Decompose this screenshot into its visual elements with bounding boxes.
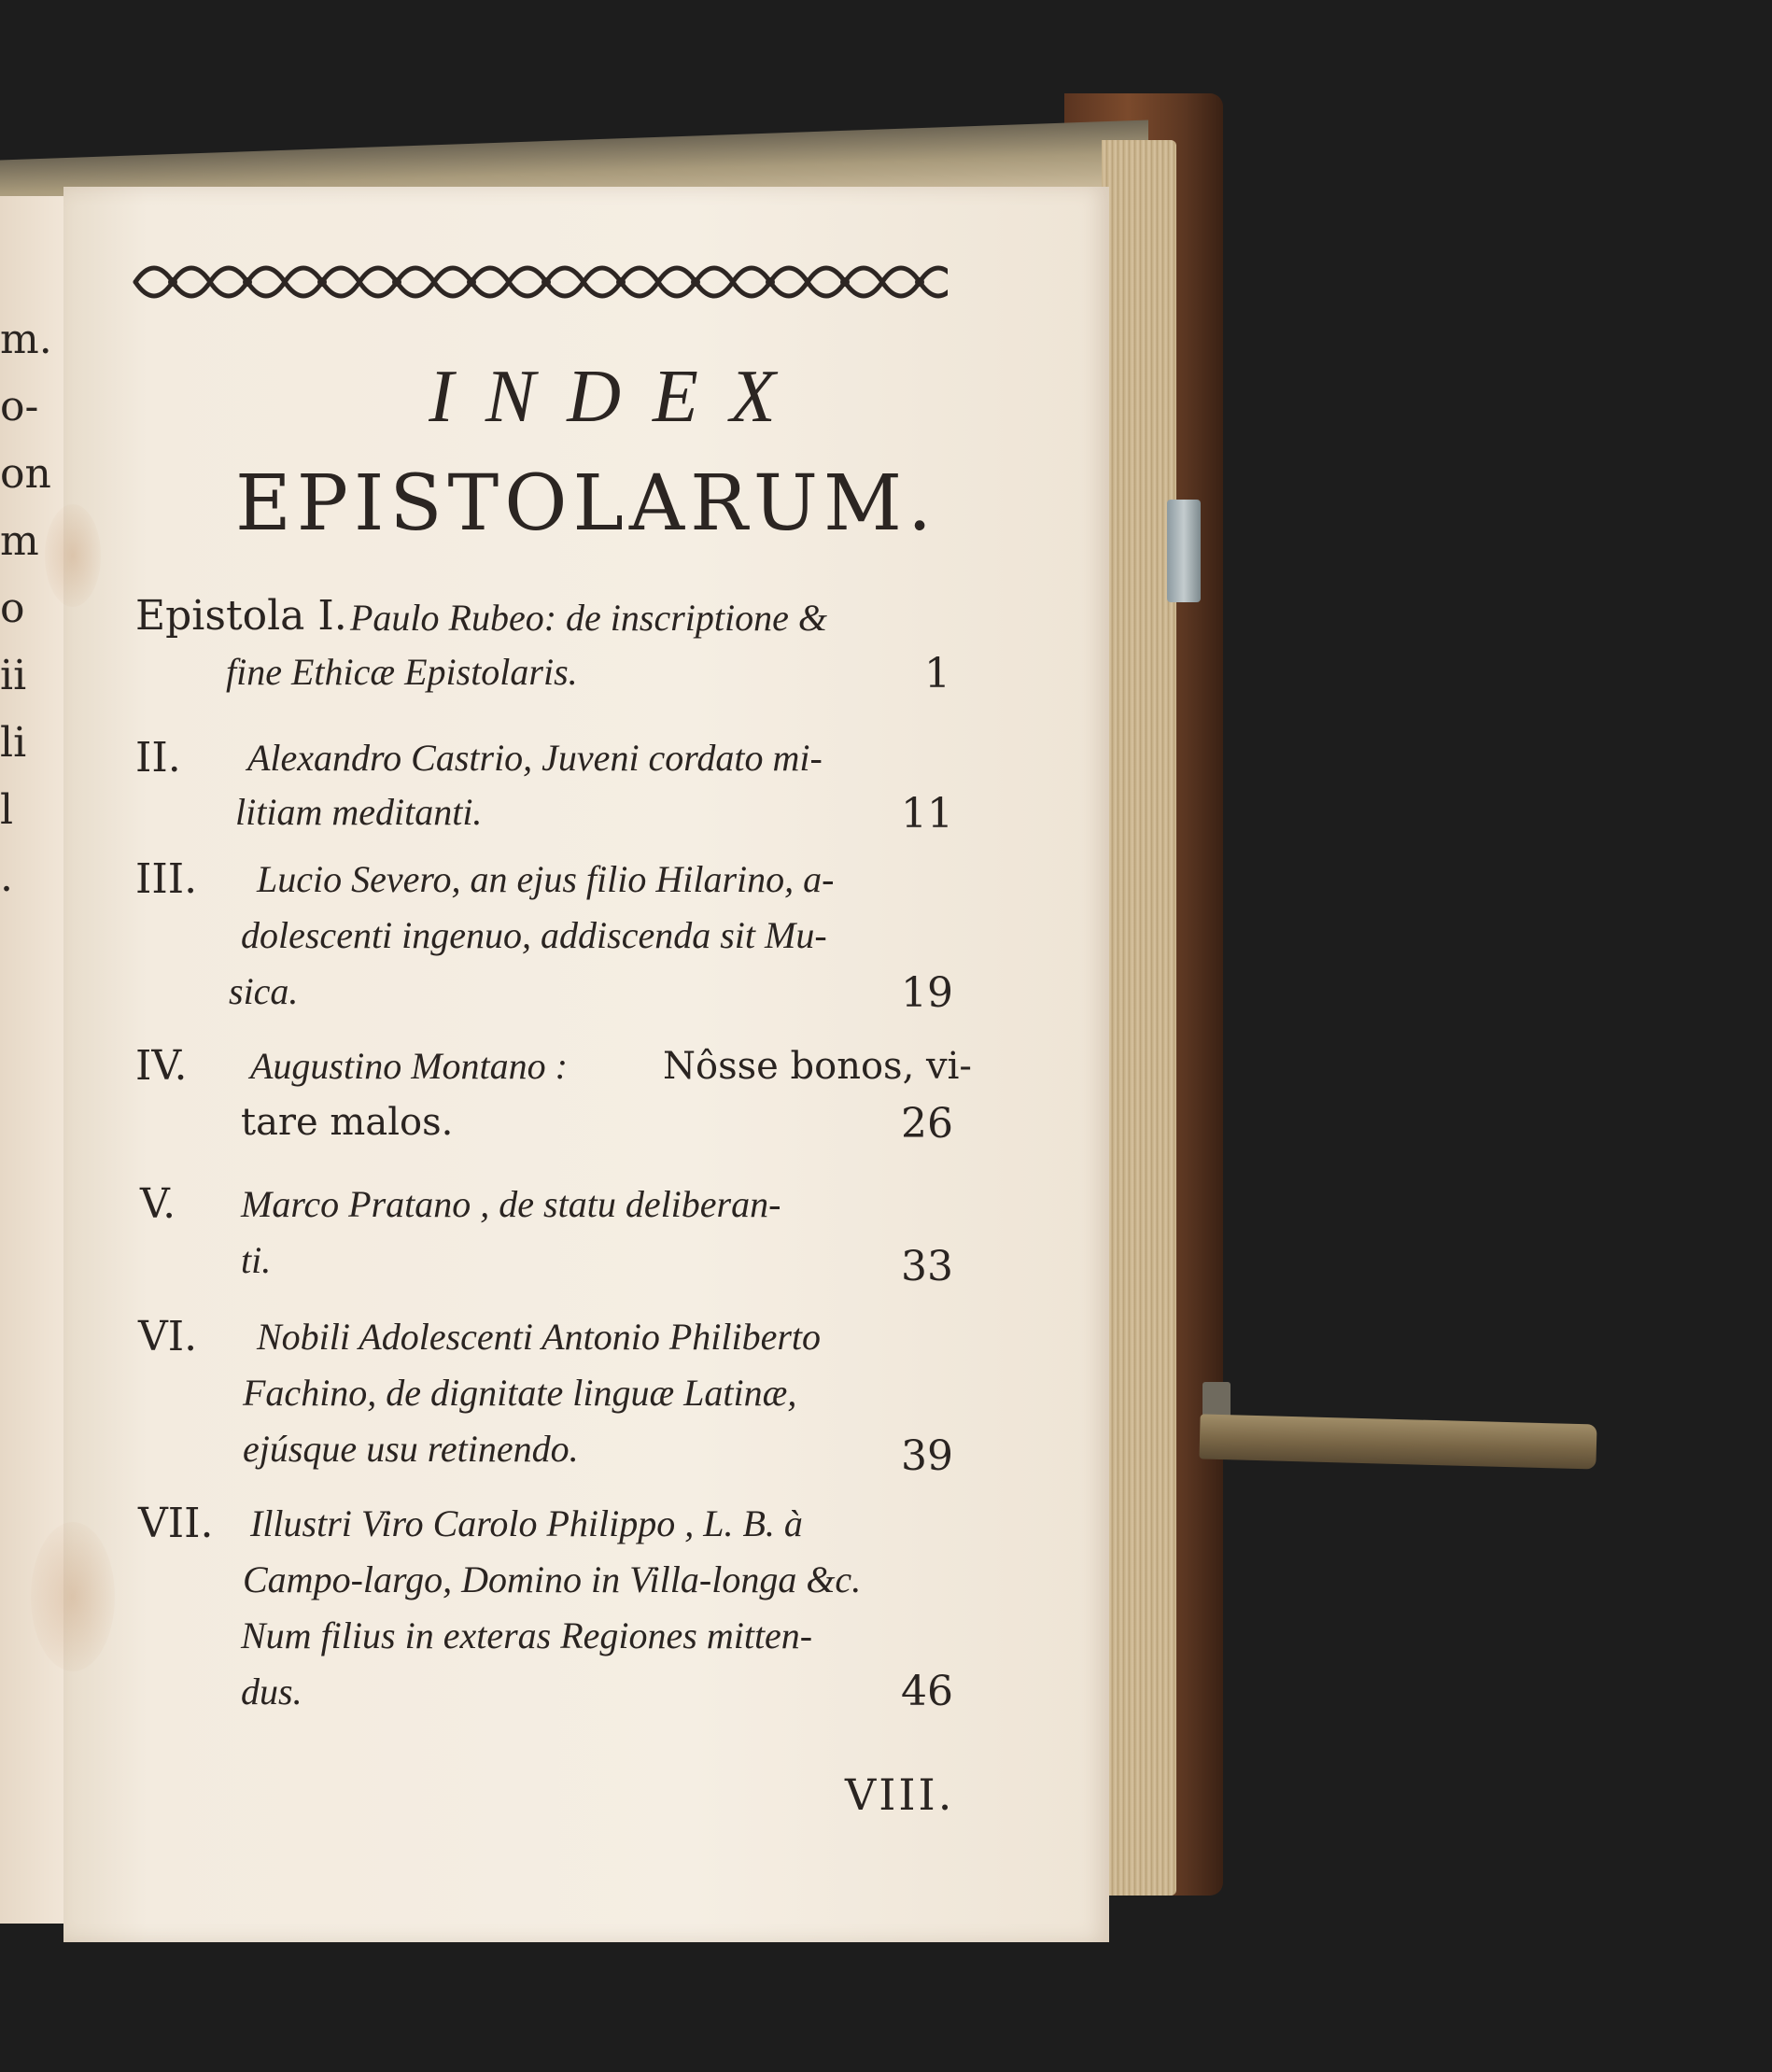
left-page-fragment: .	[0, 853, 13, 901]
entry-numeral: IV.	[135, 1042, 188, 1090]
page-title: INDEX	[429, 356, 808, 438]
entry-line: Lucio Severo, an ejus filio Hilarino, a-	[257, 858, 835, 900]
left-page-fragment: o-	[0, 383, 39, 430]
entry-page-number: 1	[924, 650, 950, 698]
entry-line: Marco Pratano , de statu deliberan-	[241, 1183, 781, 1225]
entry-numeral: Epistola I.	[135, 592, 347, 640]
entry-page-number: 39	[901, 1432, 953, 1480]
entry-line: Nobili Adolescenti Antonio Philiberto	[257, 1316, 822, 1358]
page-subtitle: EPISTOLARUM.	[234, 459, 938, 548]
entry-line: Fachino, de dignitate linguæ Latinæ,	[243, 1372, 797, 1414]
entry-line: Num filius in exteras Regiones mitten-	[241, 1614, 813, 1656]
left-page-fragment: ii	[0, 652, 27, 699]
entry-line: Illustri Viro Carolo Philippo , L. B. à	[250, 1502, 803, 1544]
entry-line: sica.	[229, 970, 299, 1012]
entry-line: Augustino Montano :	[250, 1045, 568, 1087]
left-page-fragment: li	[0, 719, 27, 767]
entry-line: ejúsque usu retinendo.	[243, 1428, 579, 1470]
entry-line: ti.	[241, 1239, 272, 1281]
entry-page-number: 19	[901, 969, 953, 1017]
upper-clasp	[1167, 500, 1201, 602]
entry-numeral: VI.	[138, 1313, 198, 1360]
entry-line: fine Ethicæ Epistolaris.	[226, 651, 578, 693]
foxing-stain	[31, 1522, 115, 1671]
ornamental-headband	[126, 245, 948, 319]
left-page-fragment: on	[0, 450, 51, 498]
entry-numeral: III.	[135, 855, 198, 903]
entry-numeral: V.	[140, 1180, 176, 1228]
entry-line: litiam meditanti.	[235, 791, 483, 833]
entry-line: Campo-largo, Domino in Villa-longa &c.	[243, 1558, 862, 1600]
entry-page-number: 33	[901, 1243, 953, 1290]
entry-page-number: 11	[901, 790, 953, 838]
catchword: VIII.	[845, 1769, 955, 1820]
entry-line: Nôsse bonos, vi-	[663, 1045, 972, 1088]
left-page-fragment: m.	[0, 316, 52, 363]
left-page-fragment: l	[0, 786, 14, 834]
left-page-fragment: o	[0, 585, 25, 632]
entry-line: Paulo Rubeo: de inscriptione &	[350, 597, 828, 639]
entry-line: dus.	[241, 1670, 302, 1713]
left-page-fragment: m	[0, 517, 39, 565]
entry-line: Alexandro Castrio, Juveni cordato mi-	[247, 737, 823, 779]
entry-page-number: 46	[901, 1668, 953, 1715]
entry-numeral: VII.	[138, 1500, 214, 1547]
entry-numeral: II.	[135, 734, 181, 782]
entry-line: tare malos.	[241, 1101, 454, 1144]
lower-clasp-strap	[1199, 1414, 1596, 1469]
entry-page-number: 26	[901, 1100, 953, 1148]
entry-line: dolescenti ingenuo, addiscenda sit Mu-	[241, 914, 827, 956]
